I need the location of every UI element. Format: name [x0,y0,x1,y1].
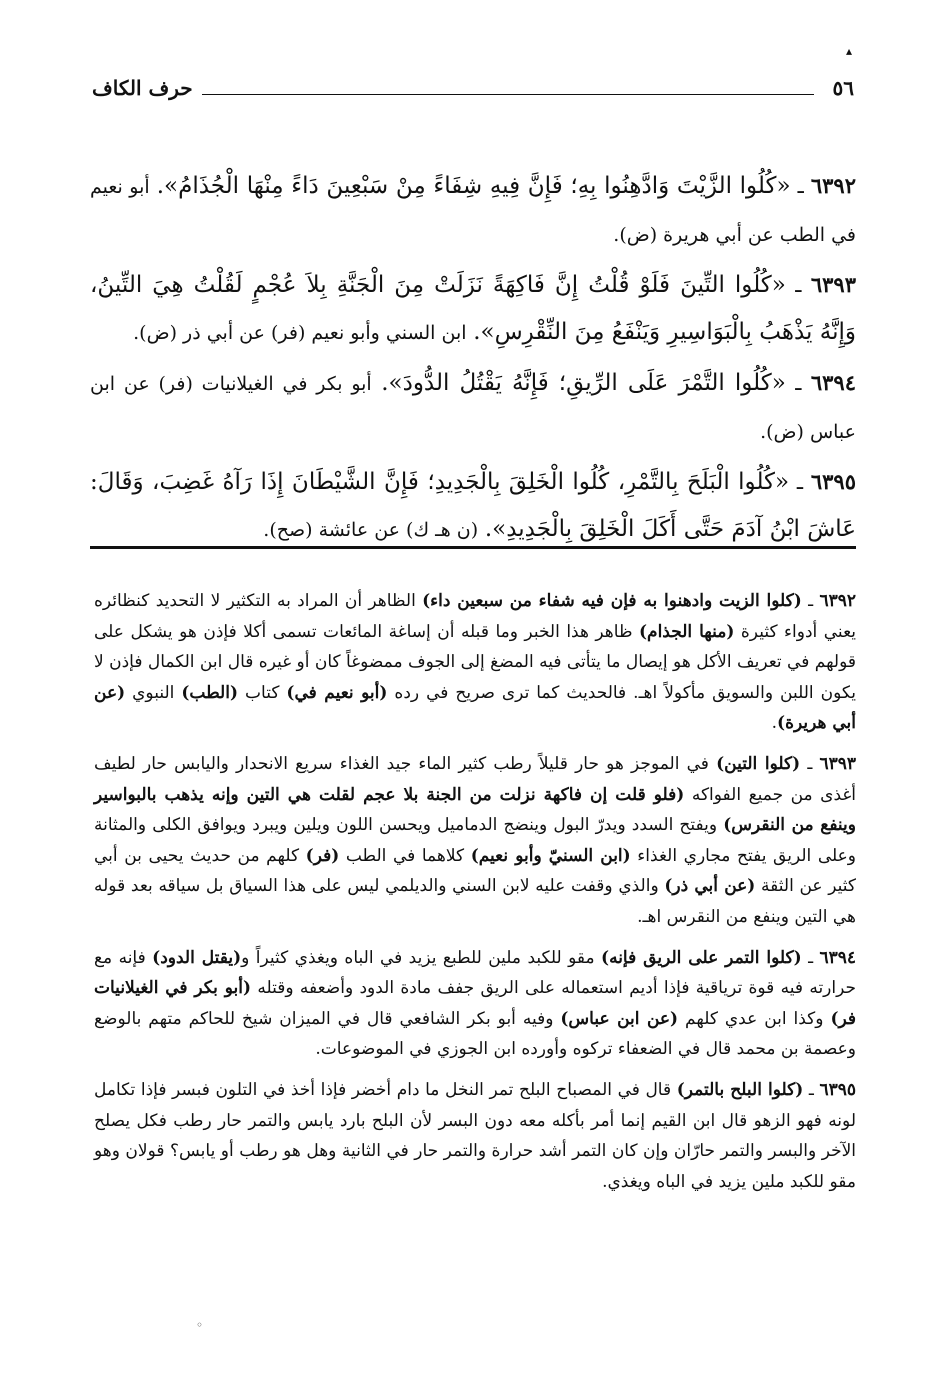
commentary-text [94,591,856,733]
chapter-title: حرف الكاف [92,76,193,100]
commentary-run: والذي وقفت عليه لابن السني والديلمي ليس على هذا السياق بل سياقه بعد قوله هي التين وينفع من النقرس اهـ. [94,876,856,927]
commentary-text [94,948,856,1060]
hadith-source: ابن السني وأبو نعيم (فر) عن أبي ذر (ض). [133,322,467,344]
hadith-number: ٦٣٩٣ [810,272,856,297]
section-divider [90,546,856,549]
hadith-entry: ٦٣٩٥ ـ «كُلُوا الْبَلَحَ بِالتَّمْرِ، كُلُوا الْخَلِقَ بِالْجَدِيدِ؛ فَإِنَّ الشَّيْطَانَ إِذَا رَآهُ غَضِبَ، وَقَالَ: عَاشَ ابْنُ آدَمَ حَتَّى أَكَلَ الْخَلِقَ بِالْجَدِيدِ». (ن هـ ك) عن عائشة (صح). [90,469,856,542]
commentary-run: في الموجز هو حار قليلاً رطب كثير الماء جيد الغذاء سريع الانحدار واليابس حار لطيف أغذى من جميع الفواكه [94,753,856,805]
hadith-matn: «كُلُوا التِّينَ فَلَوْ قُلْتُ إِنَّ فَاكِهَةً نَزَلَتْ مِنَ الْجَنَّةِ بِلاَ عُجْمٍ لَقُلْتُ هِيَ التِّينُ، وَإِنَّهُ يَذْهَبُ بِالْبَوَاسِيرِ وَيَنْفَعُ مِنَ النِّقْرِسِ». [90,272,856,345]
hadith-number: ٦٣٩٤ [810,370,856,395]
commentary-quote: (أبو بكر في الغيلانيات فر) [94,978,856,1029]
commentary-quote: (أبو نعيم في) [286,682,388,703]
hadith-entry: ٦٣٩٢ ـ «كُلُوا الزَّيْتَ وَادَّهِنُوا بِهِ؛ فَإِنَّ فِيهِ شِفَاءً مِنْ سَبْعِينَ دَاءً مِنْهَا الْجُذَامُ». أبو نعيم في الطب عن أبي هريرة (ض). [90,173,856,246]
hadith-text-block [90,162,856,556]
running-header [92,78,854,104]
commentary-run: وفيه أبو بكر الشافعي قال في الميزان شيخ للحاكم متهم بالوضع وعصمة بن محمد قال في الضعفاء تركوه وأورده ابن الجوزي في الموضوعات. [94,1008,856,1060]
commentary-quote: (كلوا البلح بالتمر) [676,1079,804,1100]
commentary-run: النبوي [125,682,182,703]
commentary-run: كتاب [238,682,287,703]
commentary-number: ٦٣٩٣ [819,753,856,774]
commentary-entry: ٦٣٩٤ ـ (كلوا التمر على الريق فإنه) مقو للكبد ملين للطبع يزيد في الباه ويغذي كثيراً و(يقتل الدود) فإنه مع حرارته فيه قوة ترياقية فإذا أديم استعماله على الريق جفف مادة الدود وأضعفه وقتله (أبو بكر في الغيلانيات فر) وكذا ابن عدي كلهم (عن ابن عباس) وفيه أبو بكر الشافعي قال في الميزان شيخ للحاكم متهم بالوضع وعصمة بن محمد قال في الضعفاء تركوه وأورده ابن الجوزي في الموضوعات. [94,947,856,1060]
commentary-run: . [771,713,778,734]
commentary-quote: (فلو قلت إن فاكهة نزلت من الجنة بلا عجم لقلت هي التين وإنه يذهب بالبواسير وينفع من النقرس) [94,784,856,836]
hadith-entry: ٦٣٩٤ ـ «كُلُوا التَّمْرَ عَلَى الرِّيقِ؛ فَإِنَّهُ يَقْتُلُ الدُّودَ». أبو بكر في الغيلانيات (فر) عن ابن عباس (ض). [90,370,856,443]
commentary-quote: (عن ابن عباس) [560,1008,679,1029]
ink-smudge: ◦ [196,1318,204,1332]
commentary-entry: ٦٣٩٢ ـ (كلوا الزيت وادهنوا به فإن فيه شفاء من سبعين داء) الظاهر أن المراد به التكثير لا التحديد كنظائره يعني أدواء كثيرة (منها الجذام) ظاهر هذا الخبر وما قبله أن إساغة المائعات تسمى أكلا فإذن هو يشكل على قولهم في تعريف الأكل هو إيصال ما يتأتى فيه المضغ إلى الجوف ممضوغاً كان أو غيره قال ابن الكمال فإذن لا يكون اللبن والسويق مأكولاً اهـ. فالحديث كما ترى صريح في رده (أبو نعيم في) كتاب (الطب) النبوي (عن أبي هريرة). [94,591,857,734]
commentary-run: مقو للكبد ملين للطبع يزيد في الباه ويغذي كثيراً و [241,947,602,968]
commentary-number: ٦٣٩٤ [819,947,856,968]
commentary-quote: (منها الجذام) [639,621,735,642]
hadith-number: ٦٣٩٥ [810,469,856,494]
commentary-quote: (ابن السنيّ وأبو نعيم) [470,845,631,866]
hadith-source: (ن هـ ك) عن عائشة (صح). [263,519,479,541]
commentary-quote: (عن أبي ذر) [664,876,756,897]
commentary-quote: (كلوا الزيت وادهنوا به فإن فيه شفاء من سبعين داء) [422,591,802,611]
commentary-quote: (كلوا التمر على الريق فإنه) [601,947,802,968]
commentary-run: فإنه مع حرارته فيه قوة ترياقية فإذا أديم استعماله على الريق جفف مادة الدود وأضعفه وقتله [94,947,856,999]
hadith-source: أبو نعيم في الطب عن أبي هريرة (ض). [90,176,856,246]
commentary-entry: ٦٣٩٥ ـ (كلوا البلح بالتمر) قال في المصباح البلح تمر النخل ما دام أخضر فإذا أخذ في التلون فبسر فإذا تكامل لونه فهو الزهو قال ابن القيم إنما أمر بأكله معه دون البسر لأن البلح بارد يابس والتمر حار رطب فكل يصلح الآخر والبسر والتمر حارّان وإن كان التمر أشد حرارة والتمر حار في الثانية وهل هو رطب أو يابس؟ قولان وهو مقو للكبد ملين يزيد في الباه ويغذي. [94,1079,857,1192]
commentary-run: ويفتح السدد ويدرّ البول وينضج الدماميل ويحسن اللون ويلين ويبرد ويوافق الكلى والمثانة وعلى الريق يفتح مجاري الغذاء [94,815,856,866]
commentary-run: كلهم من حديث يحيى بن أبي كثير عن الثقة [94,845,856,897]
commentary-quote: (الطب) [181,682,239,703]
commentary-number: ٦٣٩٥ [819,1079,857,1100]
hadith-number: ٦٣٩٢ [810,173,856,198]
hadith-matn: «كُلُوا الْبَلَحَ بِالتَّمْرِ، كُلُوا الْخَلِقَ بِالْجَدِيدِ؛ فَإِنَّ الشَّيْطَانَ إِذَا رَآهُ غَضِبَ، وَقَالَ: عَاشَ ابْنُ آدَمَ حَتَّى أَكَلَ الْخَلِقَ بِالْجَدِيدِ». [90,469,856,542]
commentary-text [94,1080,856,1192]
commentary-quote: (عن أبي هريرة) [94,682,856,734]
commentary-quote: (كلوا التين) [716,753,801,774]
page-number: ٥٦ [832,76,854,100]
commentary-block [94,586,856,1207]
hadith-matn: «كُلُوا الزَّيْتَ وَادَّهِنُوا بِهِ؛ فَإِنَّ فِيهِ شِفَاءً مِنْ سَبْعِينَ دَاءً مِنْهَا الْجُذَامُ». [156,173,791,199]
commentary-number: ٦٣٩٢ [819,591,856,611]
commentary-run: كلاهما في الطب [339,845,471,866]
header-rule [202,94,814,95]
commentary-quote: (يقتل الدود) [152,947,242,968]
corner-mark: ▴ [846,44,853,58]
commentary-quote: (فر) [305,845,340,866]
hadith-source: أبو بكر في الغيلانيات (فر) عن ابن عباس (ض). [90,373,856,443]
commentary-entry: ٦٣٩٣ ـ (كلوا التين) في الموجز هو حار قليلاً رطب كثير الماء جيد الغذاء سريع الانحدار واليابس حار لطيف أغذى من جميع الفواكه (فلو قلت إن فاكهة نزلت من الجنة بلا عجم لقلت هي التين وإنه يذهب بالبواسير وينفع من النقرس) ويفتح السدد ويدرّ البول وينضج الدماميل ويحسن اللون ويلين ويبرد ويوافق الكلى والمثانة وعلى الريق يفتح مجاري الغذاء (ابن السنيّ وأبو نعيم) كلاهما في الطب (فر) كلهم من حديث يحيى بن أبي كثير عن الثقة (عن أبي ذر) والذي وقفت عليه لابن السني والديلمي ليس على هذا السياق بل سياقه بعد قوله هي التين وينفع من النقرس اهـ. [94,753,856,927]
commentary-run: الظاهر أن المراد به التكثير لا التحديد كنظائره يعني أدواء كثيرة [94,591,856,642]
hadith-entry: ٦٣٩٣ ـ «كُلُوا التِّينَ فَلَوْ قُلْتُ إِنَّ فَاكِهَةً نَزَلَتْ مِنَ الْجَنَّةِ بِلاَ عُجْمٍ لَقُلْتُ هِيَ التِّينُ، وَإِنَّهُ يَذْهَبُ بِالْبَوَاسِيرِ وَيَنْفَعُ مِنَ النِّقْرِسِ». ابن السني وأبو نعيم (فر) عن أبي ذر (ض). [90,272,856,345]
commentary-run: ظاهر هذا الخبر وما قبله أن إساغة المائعات تسمى أكلا فإذن هو يشكل على قولهم في تعريف الأكل هو إيصال ما يتأتى فيه المضغ إلى الجوف ممضوغاً كان أو غيره قال ابن الكمال فإذن لا يكون اللبن والسويق مأكولاً اهـ. فالحديث كما ترى صريح في رده [94,621,857,703]
commentary-text [94,754,856,927]
hadith-matn: «كُلُوا التَّمْرَ عَلَى الرِّيقِ؛ فَإِنَّهُ يَقْتُلُ الدُّودَ». [381,370,786,396]
commentary-run: قال في المصباح البلح تمر النخل ما دام أخضر فإذا أخذ في التلون فبسر فإذا تكامل لونه فهو الزهو قال ابن القيم إنما أمر بأكله معه دون البسر لأن البلح بارد يابس والتمر حار رطب فكل يصلح الآخر والبسر والتمر حارّان وإن كان التمر أشد حرارة والتمر حار في الثانية وهل هو رطب أو يابس؟ قولان وهو مقو للكبد ملين يزيد في الباه ويغذي. [94,1079,856,1192]
commentary-run: وكذا ابن عدي كلهم [678,1008,831,1029]
